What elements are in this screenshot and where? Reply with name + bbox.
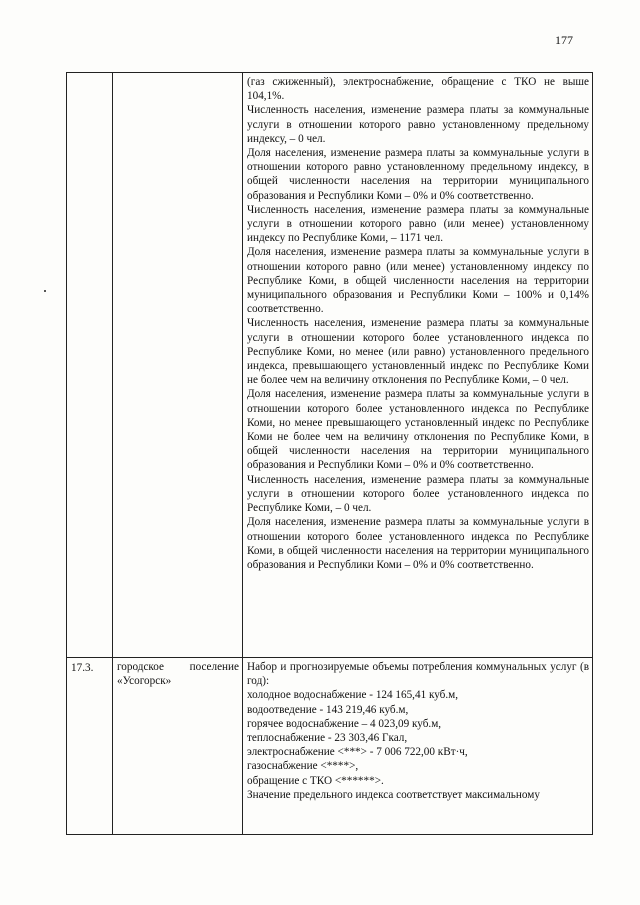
consumption-item: обращение с ТКО <******>. [247, 774, 384, 787]
consumption-item: газоснабжение <****>, [247, 760, 359, 773]
paragraph: Доля населения, изменение размера платы за коммунальные услуги в отношении которого равно установленному предельному индексу, в общей численности населения на территории муниципального образования и Республики Коми – 0% и 0% соответственно. [247, 147, 589, 202]
paragraph: Доля населения, изменение размера платы за коммунальные услуги в отношении которого более установленного индекса по Республике Коми, но менее превышающего установленный индекс по Республике Коми не более чем на величину отклонения по Республике Коми, в общей численности населения на территории муниципального образования и Республики Коми – 0% и 0% соответственно. [247, 388, 589, 472]
paragraph: Набор и прогнозируемые объемы потребления коммунальных услуг (в год): [247, 661, 589, 688]
scan-artifact [44, 290, 46, 292]
paragraph: Численность населения, изменение размера платы за коммунальные услуги в отношении которого более установленного индекса по Республике Коми, но менее (или равно) установленного предельного индекса, превышающего установленный индекс по Республике Коми не более чем на величину отклонения по Республике Коми, – 0 чел. [247, 317, 589, 387]
table-row [67, 658, 593, 835]
consumption-item: холодное водоснабжение - 124 165,41 куб.м, [247, 689, 459, 702]
paragraph: Численность населения, изменение размера платы за коммунальные услуги в отношении которого равно установленному предельному индексу, – 0 чел. [247, 104, 589, 145]
row-number-cell: 17.3. [67, 658, 113, 835]
table-row [67, 73, 593, 658]
paragraph: Доля населения, изменение размера платы за коммунальные услуги в отношении которого более установленного индекса по Республике Коми, в общей численности населения на территории муниципального образования и Республики Коми – 0% и 0% соответственно. [247, 516, 589, 571]
municipality-name-cell [113, 73, 243, 658]
description-cell [243, 73, 593, 658]
paragraph: (газ сжиженный), электроснабжение, обращение с ТКО не выше 104,1%. [247, 76, 589, 103]
tariff-table [66, 72, 593, 835]
paragraph: Численность населения, изменение размера платы за коммунальные услуги в отношении которого более установленного индекса по Республике Коми, – 0 чел. [247, 473, 589, 515]
paragraph: Доля населения, изменение размера платы за коммунальные услуги в отношении которого равно (или менее) установленному индексу по Республике Коми, в общей численности населения на территории муниципального образования и Республики Коми – 100% и 0,14% соответственно. [247, 246, 589, 316]
municipality-name-cell: городское поселение «Усогорск» [113, 658, 243, 835]
consumption-item: водоотведение - 143 219,46 куб.м, [247, 703, 409, 716]
description-cell [243, 658, 593, 835]
consumption-item: горячее водоснабжение – 4 023,09 куб.м, [247, 717, 442, 730]
consumption-item: электроснабжение <***> - 7 006 722,00 кВт·ч, [247, 746, 468, 759]
page-number: 177 [555, 33, 573, 47]
consumption-item: теплоснабжение - 23 303,46 Гкал, [247, 732, 408, 745]
paragraph: Значение предельного индекса соответствует максимальному [247, 788, 540, 801]
paragraph: Численность населения, изменение размера платы за коммунальные услуги в отношении которого равно (или менее) установленному индексу по Республике Коми, – 1171 чел. [247, 203, 589, 245]
row-number-cell [67, 73, 113, 658]
